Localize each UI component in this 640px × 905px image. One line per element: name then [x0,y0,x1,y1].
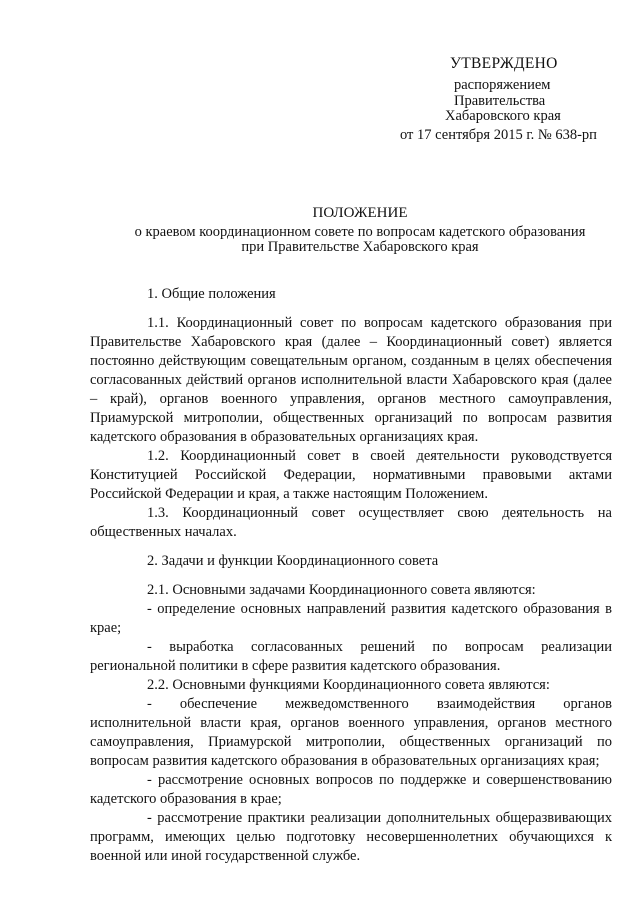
paragraph-1-3: 1.3. Координационный совет осуществляет свою деятельность на общественных началах. [90,505,612,540]
spacer [90,304,612,314]
approval-date-number: от 17 сентября 2015 г. № 638-рп [400,127,597,143]
list-item-2-1-a: - определение основных направлений развития кадетского образования в крае; [90,601,612,636]
approval-stamp-block [388,55,618,144]
document-body [90,285,612,866]
approval-title: УТВЕРЖДЕНО [450,55,558,72]
section-2-heading: 2. Задачи и функции Координационного совета [147,553,439,569]
spacer [90,571,612,581]
document-title: ПОЛОЖЕНИЕ [312,205,408,221]
paragraph-2-1: 2.1. Основными задачами Координационного совета являются: [147,582,536,598]
approval-line-3: Хабаровского края [445,108,561,124]
section-1-heading: 1. Общие положения [147,286,276,302]
approval-line-2: Правительства [454,93,546,109]
approval-line-1: распоряжением [454,77,551,93]
paragraph-1-1: 1.1. Координационный совет по вопросам кадетского образования при Правительстве Хабаровского края (далее – Координационный совет) является постоянно действующим совещательным органом, созданным в целях обеспечения согласованных действий органов исполнительной власти Хабаровского края (далее – край), органов военного управления, органов местного самоуправления, Приамурской митрополии, общественных организаций по вопросам развития кадетского образования в образовательных организациях края. [90,315,612,445]
document-subtitle-2: при Правительстве Хабаровского края [241,239,479,255]
paragraph-2-2: 2.2. Основными функциями Координационного совета являются: [147,677,550,693]
document-heading [90,206,630,256]
list-item-2-1-b: - выработка согласованных решений по вопросам реализации региональной политики в сфере развития кадетского образования. [90,639,612,674]
list-item-2-2-b: - рассмотрение основных вопросов по поддержке и совершенствованию кадетского образования в крае; [90,772,612,807]
spacer [90,542,612,552]
list-item-2-2-a: - обеспечение межведомственного взаимодействия органов исполнительной власти края, органов военного управления, органов местного самоуправления, Приамурской митрополии, общественных организаций по вопросам развития кадетского образования в образовательных организациях края; [90,696,612,769]
list-item-2-2-c: - рассмотрение практики реализации дополнительных общеразвивающих программ, имеющих целью подготовку несовершеннолетних обучающихся к военной или иной государственной службе. [90,810,612,864]
paragraph-1-2: 1.2. Координационный совет в своей деятельности руководствуется Конституцией Российской Федерации, нормативными правовыми актами Российской Федерации и края, а также настоящим Положением. [90,448,612,502]
document-subtitle-1: о краевом координационном совете по вопросам кадетского образования [134,223,586,240]
